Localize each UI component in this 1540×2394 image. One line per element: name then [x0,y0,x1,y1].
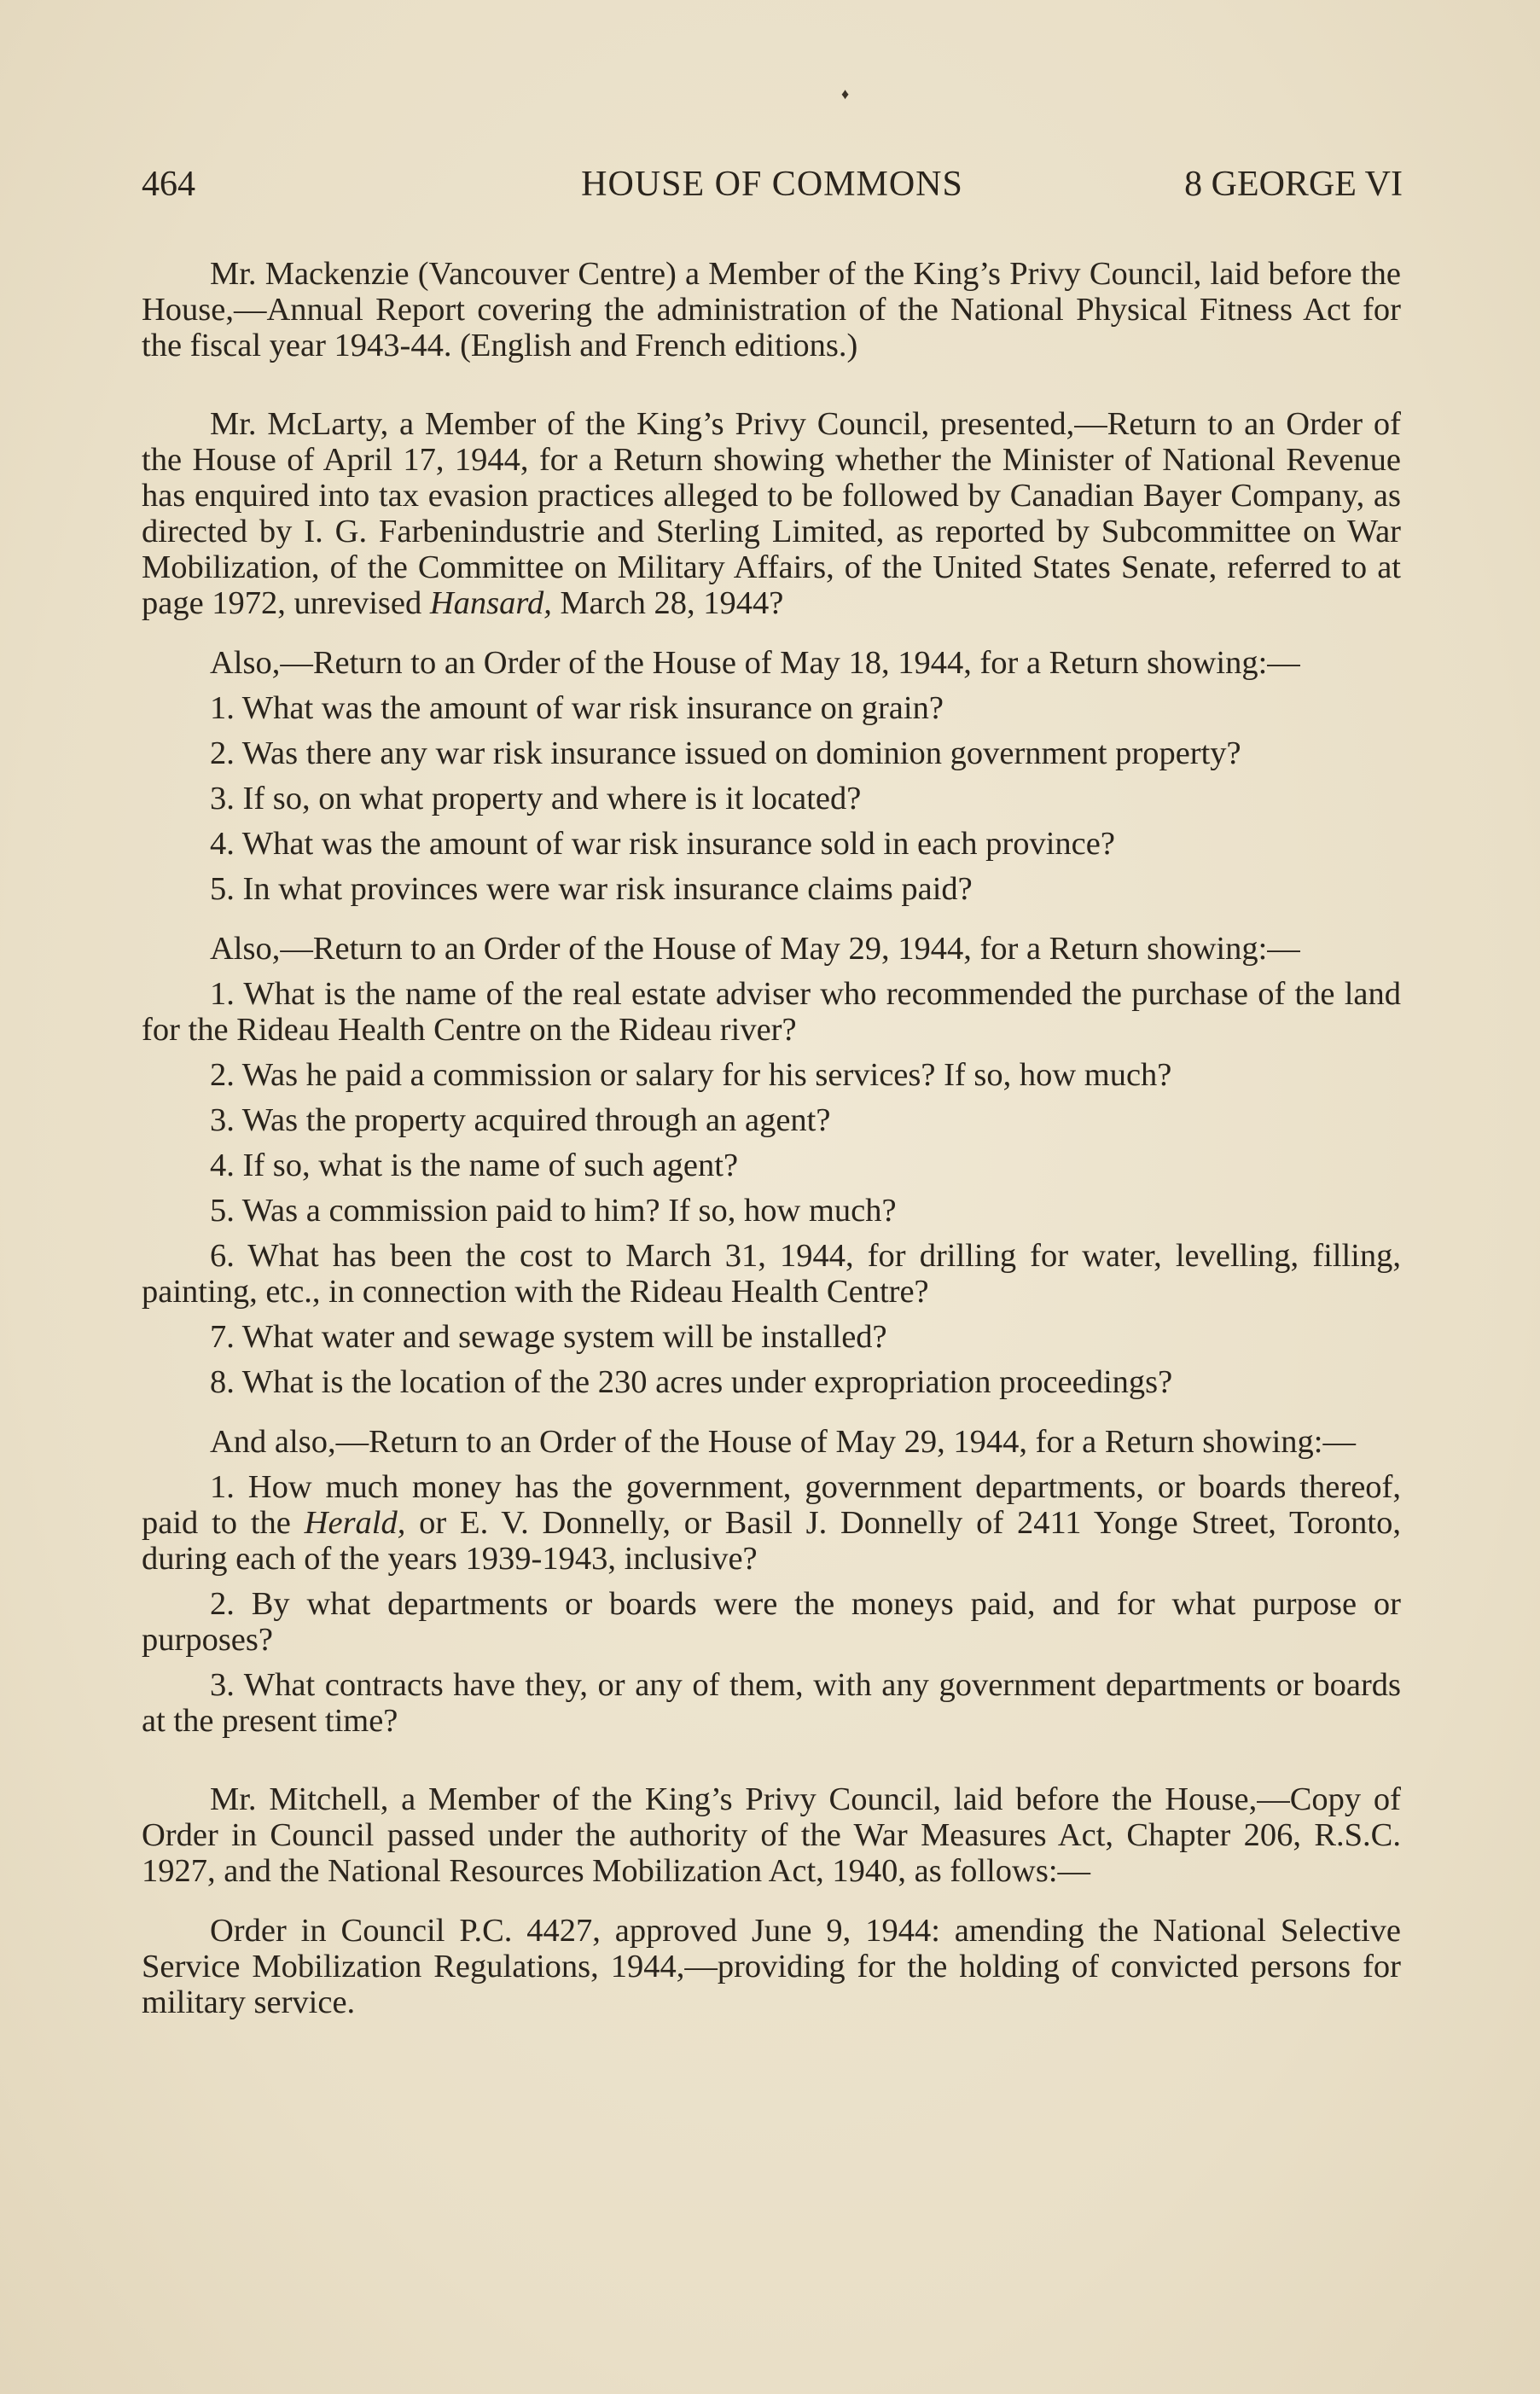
return-may29a-item: 7. What water and sewage system will be installed? [210,1319,887,1355]
page-number: 464 [142,165,195,204]
return-may29a-item: 1. What is the name of the real estate adviser who recommended the purchase of the land for the Rideau Health Centre on the Rideau river? [142,976,1401,1048]
reign-label: 8 GEORGE VI [1184,165,1403,204]
return-may29b-intro: And also,—Return to an Order of the House of May 29, 1944, for a Return showing:— [210,1424,1356,1460]
return-may29a-item: 2. Was he paid a commission or salary for his services? If so, how much? [210,1057,1172,1093]
return-may29a-item: 5. Was a commission paid to him? If so, how much? [210,1193,897,1229]
paragraph-order-in-council: Order in Council P.C. 4427, approved June 9, 1944: amending the National Selective Service Mobilization Regulations, 1944,—providing for the holding of convicted persons for military service. [142,1913,1401,2020]
return-may29a-item: 6. What has been the cost to March 31, 1944, for drilling for water, levelling, filling, painting, etc., in connection with the Rideau Health Centre? [142,1238,1401,1310]
return-may29a-intro: Also,—Return to an Order of the House of May 29, 1944, for a Return showing:— [210,931,1300,967]
mclarty-text: Mr. McLarty, a Member of the King’s Privy Council, presented,—Return to an Order of the House of April 17, 1944, for a Return showing whether the Minister of National Revenue has enquired into tax evasion practices alleged to be followed by Canadian Bayer Company, as directed by I. G. Farbenindustrie and Sterling Limited, as reported by Subcommittee on War Mobilization, of the Committee on Military Affairs, of the United States Senate, referred to at page 1972, unrevised [142,406,1401,621]
page-header [142,160,1403,208]
return-may29b-item: 3. What contracts have they, or any of them, with any government departments or boards at the present time? [142,1667,1401,1739]
paragraph-mackenzie: Mr. Mackenzie (Vancouver Centre) a Member of the King’s Privy Council, laid before the House,—Annual Report covering the administration of the National Physical Fitness Act for the fiscal year 1943-44. (English and French editions.) [142,256,1401,363]
return-may29b-item [142,1469,1401,1577]
return-may29b-item: 2. By what departments or boards were the moneys paid, and for what purpose or purposes? [142,1586,1401,1658]
page-body [142,256,1401,2020]
page-title: HOUSE OF COMMONS [581,165,963,204]
item1-italic: Herald, [304,1505,406,1541]
return-may29a-item: 8. What is the location of the 230 acres under expropriation proceedings? [210,1364,1173,1400]
return-may18-item: 3. If so, on what property and where is it located? [210,781,862,816]
mclarty-text-end: March 28, 1944? [551,585,784,621]
return-may18-item: 4. What was the amount of war risk insurance sold in each province? [210,826,1115,862]
return-may18-item: 2. Was there any war risk insurance issued on dominion government property? [210,735,1241,771]
ink-dot: ♦ [841,85,850,102]
item1-text: 1. How much money has the government, government departments, or boards thereof, paid to the [142,1469,1401,1541]
return-may18-intro: Also,—Return to an Order of the House of May 18, 1944, for a Return showing:— [210,645,1300,681]
item1-text-end: or E. V. Donnelly, or Basil J. Donnelly of 2411 Yonge Street, Toronto, during each of the years 1939-1943, inclusive? [142,1505,1401,1577]
return-may29a-item: 4. If so, what is the name of such agent? [210,1148,739,1183]
return-may29a-item: 3. Was the property acquired through an agent? [210,1102,831,1138]
mclarty-italic: Hansard, [429,585,552,621]
return-may18-item: 5. In what provinces were war risk insurance claims paid? [210,871,973,907]
paragraph-mitchell: Mr. Mitchell, a Member of the King’s Privy Council, laid before the House,—Copy of Order in Council passed under the authority of the War Measures Act, Chapter 206, R.S.C. 1927, and the National Resources Mobilization Act, 1940, as follows:— [142,1781,1401,1889]
paragraph-mclarty [142,406,1401,621]
return-may18-item: 1. What was the amount of war risk insurance on grain? [210,690,944,726]
